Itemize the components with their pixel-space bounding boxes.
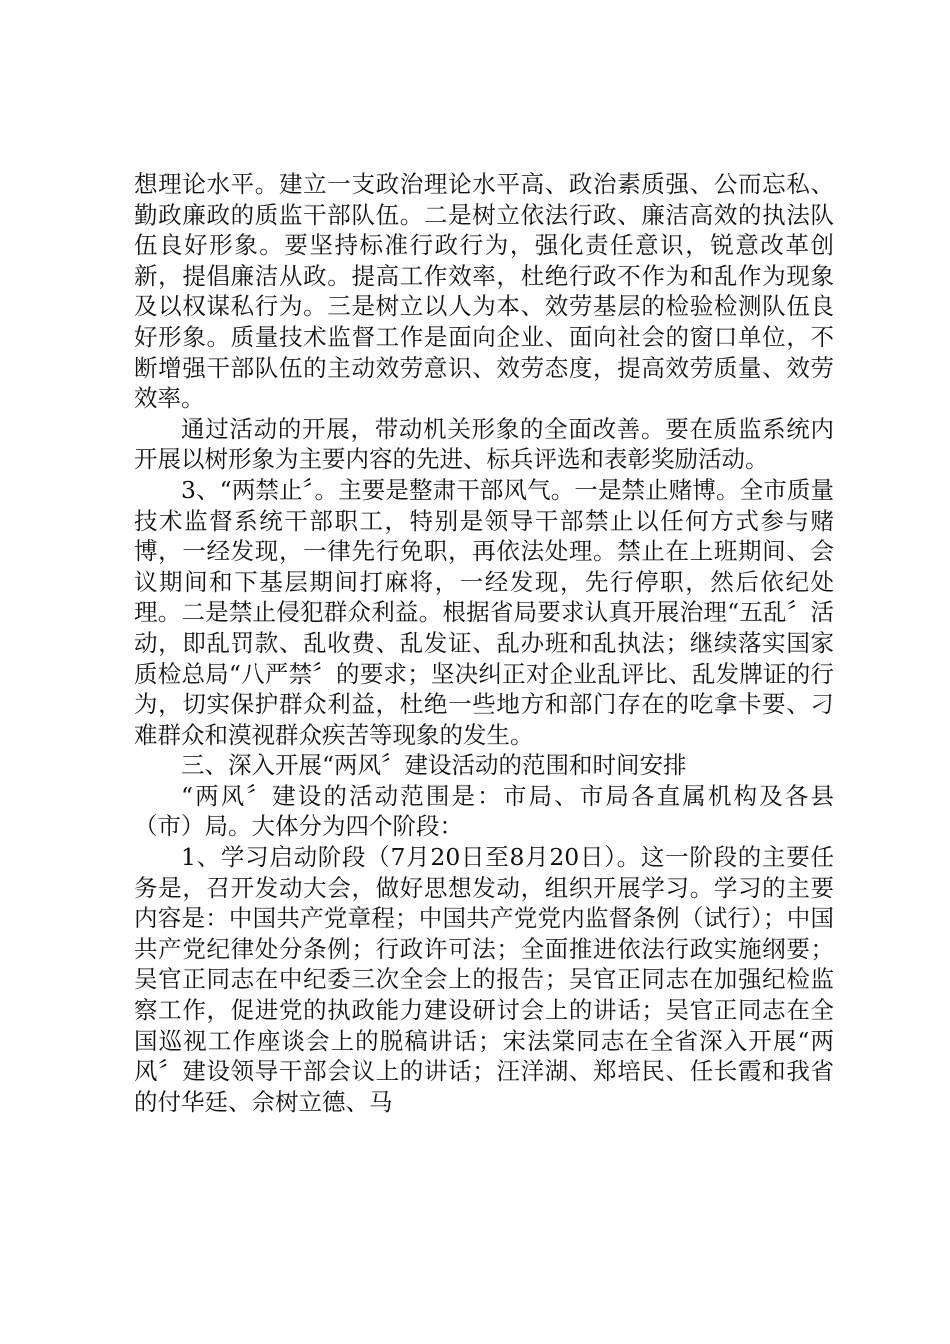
- paragraph-6: 1、学习启动阶段（7月20日至8月20日）。这一阶段的主要任务是，召开发动大会，做好思想发动，组织开展学习。学习的主要内容是：中国共产党章程；中国共产党党内监督条例（试行）；中国共产党纪律处分条例；行政许可法；全面推进依法行政实施纲要；吴官正同志在中纪委三次全会上的报告；吴官正同志在加强纪检监察工作，促进党的执政能力建设研讨会上的讲话；吴官正同志在全国巡视工作座谈会上的脱稿讲话；宋法棠同志在全省深入开展“两风〞建设领导干部会议上的讲话；汪洋湖、郑培民、任长霞和我省的付华廷、佘树立德、马: [134, 843, 834, 1116]
- paragraph-3: 3、“两禁止〞。主要是整肃干部风气。一是禁止赌博。全市质量技术监督系统干部职工，特别是领导干部禁止以任何方式参与赌博，一经发现，一律先行免职，再依法处理。禁止在上班期间、会议期间和下基层期间打麻将，一经发现，先行停职，然后依纪处理。二是禁止侵犯群众利益。根据省局要求认真开展治理“五乱〞活动，即乱罚款、乱收费、乱发证、乱办班和乱执法；继续落实国家质检总局“八严禁〞的要求；坚决纠正对企业乱评比、乱发牌证的行为，切实保护群众利益，杜绝一些地方和部门存在的吃拿卡要、刁难群众和漠视群众疾苦等现象的发生。: [134, 475, 834, 749]
- paragraph-1: 想理论水平。建立一支政治理论水平高、政治素质强、公而忘私、勤政廉政的质监干部队伍。二是树立依法行政、廉洁高效的执法队伍良好形象。要坚持标准行政行为，强化责任意识，锐意改革创新，提倡廉洁从政。提高工作效率，杜绝行政不作为和乱作为现象及以权谋私行为。三是树立以人为本、效劳基层的检验检测队伍良好形象。质量技术监督工作是面向企业、面向社会的窗口单位，不断增强干部队伍的主动效劳意识、效劳态度，提高效劳质量、效劳效率。: [134, 170, 834, 413]
- paragraph-2: 通过活动的开展，带动机关形象的全面改善。要在质监系统内开展以树形象为主要内容的先进、标兵评选和表彰奖励活动。: [134, 414, 834, 474]
- document-body: [134, 169, 834, 1117]
- paragraph-5: “两风〞建设的活动范围是：市局、市局各直属机构及各县（市）局。大体分为四个阶段：: [134, 781, 834, 841]
- section-heading: 三、深入开展“两风〞建设活动的范围和时间安排: [181, 751, 687, 780]
